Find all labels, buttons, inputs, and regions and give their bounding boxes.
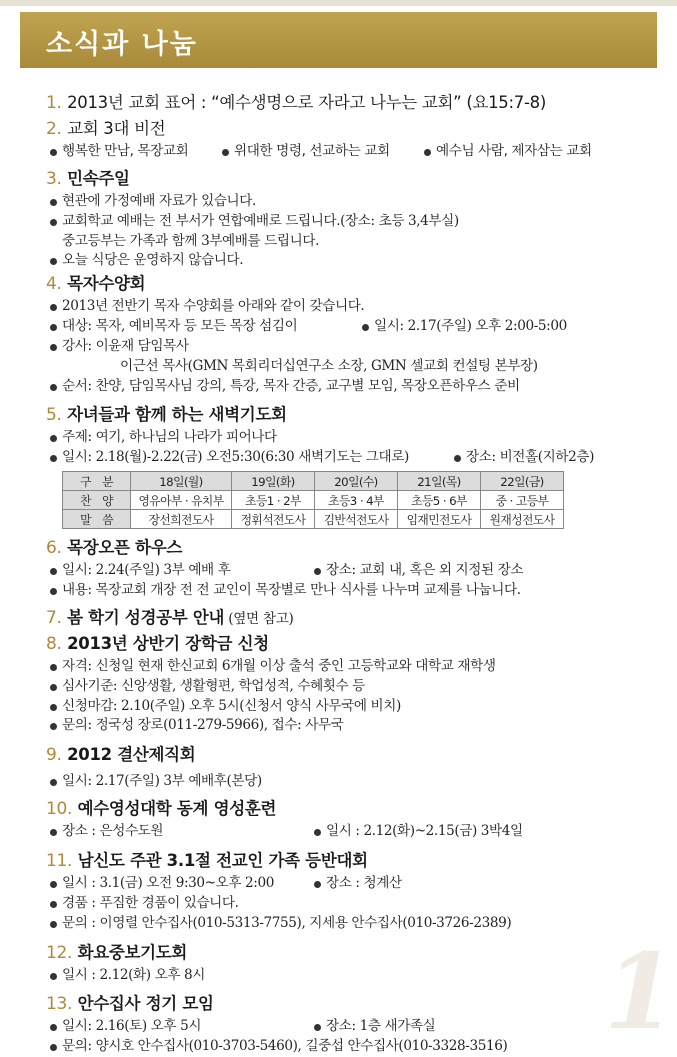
table-cell: 장선희전도사	[131, 510, 232, 529]
list-item: 주제: 여기, 하나님의 나라가 피어나다	[46, 428, 646, 448]
table-cell: 초등5 · 6부	[398, 491, 481, 510]
table-cell: 중 · 고등부	[481, 491, 564, 510]
list-item: 교회학교 예배는 전 부서가 연합예배로 드립니다.(장소: 초등 3,4부실)	[46, 212, 646, 232]
list-item: 장소 : 은성수도원	[46, 822, 163, 842]
list-item: 대상: 목자, 예비목자 등 모든 목장 섬김이	[46, 317, 297, 337]
list-item: 일시: 2.24(주일) 3부 예배 후	[46, 561, 230, 581]
table-cell: 말 씀	[63, 510, 131, 529]
table-cell: 원재성전도사	[481, 510, 564, 529]
list-item: 문의 : 이영렬 안수집사(010-5313-7755), 지세용 안수집사(010-3726-2389)	[46, 914, 646, 934]
item-scholarship	[46, 631, 646, 736]
item-heading: 5. 자녀들과 함께 하는 새벽기도회	[46, 405, 287, 426]
table-cell: 초등1 · 2부	[232, 491, 315, 510]
table-header-row	[63, 472, 564, 491]
list-item: 장소: 교회 내, 혹은 외 지정된 장소	[310, 561, 523, 581]
table-row	[63, 491, 564, 510]
list-item: 장소: 1층 새가족실	[310, 1017, 435, 1037]
news-list	[46, 90, 646, 1057]
item-motto	[46, 90, 646, 116]
list-item: 이근선 목사(GMN 목회리더십연구소 소장, GMN 셀교회 컨설팅 본부장)	[120, 357, 538, 374]
item-heading: 6. 목장오픈 하우스	[46, 538, 182, 559]
schedule-table	[62, 471, 564, 529]
list-item: 장소: 비전홀(지하2층)	[450, 448, 594, 468]
table-cell: 영유아부 · 유치부	[131, 491, 232, 510]
item-heading: 11. 남신도 주관 3.1절 전교인 가족 등반대회	[46, 850, 368, 871]
item-heading: 8. 2013년 상반기 장학금 신청	[46, 633, 269, 654]
list-item: 장소 : 청계산	[310, 874, 402, 894]
table-cell: 김반석전도사	[315, 510, 398, 529]
list-item: 내용: 목장교회 개장 전 전 교인이 목장별로 만나 식사를 나누며 교제를 나눕니다.	[46, 581, 646, 601]
list-item: 신청마감: 2.10(주일) 오후 5시(신청서 양식 사무국에 비치)	[46, 697, 646, 717]
table-cell: 20일(수)	[315, 472, 398, 491]
table-cell: 임재민전도사	[398, 510, 481, 529]
table-cell: 찬 양	[63, 491, 131, 510]
list-item: 일시 : 2.12(화) 오후 8시	[46, 966, 646, 986]
table-cell: 정휘석전도사	[232, 510, 315, 529]
vision-item: 행복한 만남, 목장교회	[46, 142, 188, 162]
table-cell: 21일(목)	[398, 472, 481, 491]
top-border	[0, 0, 677, 6]
list-item: 강사: 이윤재 담임목사	[46, 337, 646, 357]
list-item: 일시: 2.18(월)-2.22(금) 오전5:30(6:30 새벽기도는 그대로)	[46, 448, 409, 468]
list-item: 일시 : 3.1(금) 오전 9:30~오후 2:00	[46, 874, 274, 894]
table-cell: 구 분	[63, 472, 131, 491]
item-heading: 4. 목자수양회	[46, 274, 146, 295]
list-item: 중고등부는 가족과 함께 3부예배를 드립니다.	[62, 232, 320, 249]
page-title: 소식과 나눔	[46, 29, 198, 60]
item-leaders-retreat	[46, 271, 646, 396]
item-intercessory-prayer	[46, 940, 646, 986]
list-item: 2013년 전반기 목자 수양회를 아래와 같이 갖습니다.	[46, 297, 646, 317]
item-heading: 13. 안수집사 정기 모임	[46, 994, 214, 1015]
list-item: 일시: 2.17(주일) 3부 예배후(본당)	[46, 772, 646, 792]
item-vision	[46, 116, 646, 166]
item-hiking	[46, 848, 646, 934]
table-cell: 19일(화)	[232, 472, 315, 491]
item-heading: 12. 화요중보기도회	[46, 942, 188, 963]
item-dawn-prayer	[46, 402, 646, 529]
item-deacons-meeting	[46, 991, 646, 1057]
list-item: 현관에 가정예배 자료가 있습니다.	[46, 192, 646, 212]
list-item: 순서: 찬양, 담임목사님 강의, 특강, 목자 간증, 교구별 모임, 목장오픈하우스 준비	[46, 377, 646, 397]
item-settlement-meeting	[46, 742, 646, 792]
vision-item: 예수님 사람, 제자삼는 교회	[420, 142, 592, 162]
item-heading: 3. 민속주일	[46, 169, 130, 189]
list-item: 일시: 2.16(토) 오후 5시	[46, 1017, 201, 1037]
item-heading: 7. 봄 학기 성경공부 안내 (옆면 참고)	[46, 607, 294, 628]
item-bible-study	[46, 605, 646, 631]
item-heading: 9. 2012 결산제직회	[46, 745, 196, 766]
list-item: 일시: 2.17(주일) 오후 2:00-5:00	[358, 317, 567, 337]
item-heading: 2. 교회 3대 비전	[46, 119, 166, 139]
list-item: 심사기준: 신앙생활, 생활형편, 학업성적, 수혜횟수 등	[46, 677, 646, 697]
item-holiday-sunday	[46, 166, 646, 271]
item-heading: 10. 예수영성대학 동계 영성훈련	[46, 798, 277, 819]
table-cell: 22일(금)	[481, 472, 564, 491]
item-spiritual-training	[46, 796, 646, 842]
item-open-house	[46, 535, 646, 601]
list-item: 문의: 양시호 안수집사(010-3703-5460), 길중섭 안수집사(010-3328-3516)	[46, 1037, 646, 1057]
table-row	[63, 510, 564, 529]
item-heading: 1. 2013년 교회 표어 : “예수생명으로 자라고 나누는 교회” (요15:7-8)	[46, 93, 546, 113]
vision-item: 위대한 명령, 선교하는 교회	[218, 142, 390, 162]
page-number: 1	[604, 930, 677, 1053]
list-item: 문의: 정국성 장로(011-279-5966), 접수: 사무국	[46, 716, 646, 736]
table-cell: 초등3 · 4부	[315, 491, 398, 510]
list-item: 자격: 신청일 현재 한신교회 6개월 이상 출석 중인 고등학교와 대학교 재학생	[46, 657, 646, 677]
table-cell: 18일(월)	[131, 472, 232, 491]
list-item: 일시 : 2.12(화)~2.15(금) 3박4일	[310, 822, 523, 842]
section-header	[20, 12, 657, 68]
list-item: 경품 : 푸짐한 경품이 있습니다.	[46, 894, 646, 914]
list-item: 오늘 식당은 운영하지 않습니다.	[46, 251, 646, 271]
